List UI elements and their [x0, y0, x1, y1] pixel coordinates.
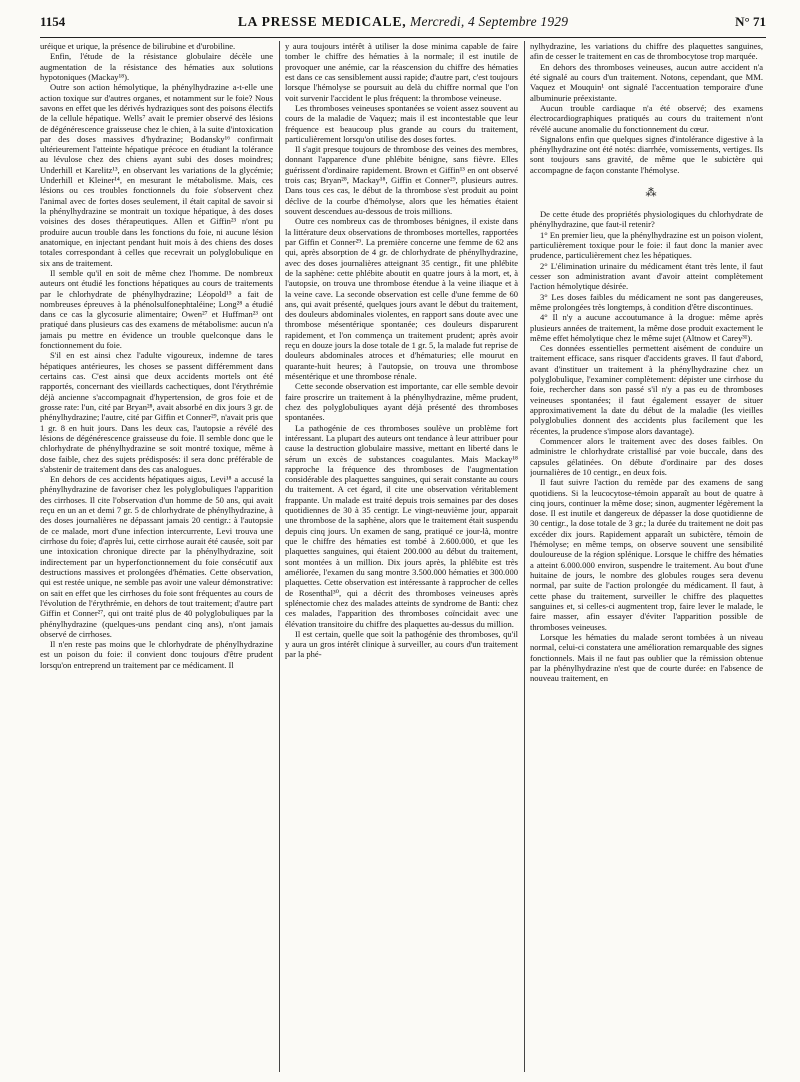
paragraph: De cette étude des propriétés physiologiques du chlorhydrate de phénylhydrazine, que faut-il retenir? — [530, 209, 763, 230]
column-divider — [279, 41, 280, 1072]
journal-masthead — [110, 14, 696, 30]
paragraph: Cette seconde observation est importante, car elle semble devoir faire proscrire un traitement à la phénylhydrazine, même prudent, chez des polyglobuliques ayant déjà présenté des thromboses spontanées. — [285, 381, 518, 423]
paragraph: 1° En premier lieu, que la phénylhydrazine est un poison violent, particulièrement toxique pour le foie: il faut donc la manier avec prudence, particulièrement chez les hépatiques. — [530, 229, 763, 261]
paragraph: y aura toujours intérêt à utiliser la dose minima capable de faire tomber le chiffre des hématies à la normale; il est inutile de provoquer une anémie, car la réascension du chiffre des hématies est dans ce cas sensiblement aussi rapide; d'autre part, c'est toujours lorsque l'hémolyse se poursuit au delà du chiffre normal que l'on voit survenir l'accident le plus fréquent: la thrombose veineuse. — [285, 41, 518, 103]
paragraph: S'il en est ainsi chez l'adulte vigoureux, indemne de tares hépatiques antérieures, les choses se passent différemment dans certains cas. C'est ainsi que deux accidents mortels ont été rapportés, concernant des vieillards cachectiques, dont l'érythrémie déjà ancienne s'accompagnait d'hypertension, de gros foie et de grosse rate: l'un, cité par Bryan²⁸, avait absorbé en dix jours 3 gr. de phénylhydrazine; l'autre, cité par Giffin et Conner²⁹, n'avait pris que 1 gr. 8 en huit jours. Dans les deux cas, l'autopsie a révélé des lésions de dégénérescence graisseuse du foie. Il semble donc que le chlorhydrate de phénylhydrazine se soit montré toxique, même à dose faible, chez des sujets prédisposés: il sera donc préférable de s'abstenir de traitement dans des cas analogues. — [40, 350, 273, 474]
paragraph: Il faut suivre l'action du remède par des examens de sang quotidiens. Si la leucocytose-témoin apparaît au bout de quatre à cinq jours, continuer la même dose; sinon, augmenter légèrement la dose. Il est inutile et dangereux de dépasser la dose quotidienne de 30 centigr., la dose totale de 3 gr.; la durée du traitement ne doit pas excéder dix jours. Rapidement apparaît un subictère, témoin de l'hémolyse; en même temps, on observe souvent une sensibilité douloureuse de la région splénique. Lorsque le chiffre des hématies a atteint 6.000.000 environ, suspendre le traitement. Au bout d'une huitaine de jours, le nombre des globules rouges sera devenu normal, par suite de l'action prolongée du médicament. Il faut, à cette phase du traitement, surveiller le chiffre des plaquettes sanguines et, si celles-ci augmentent trop, faire lever le malade, le faire masser, afin essayer d'éviter l'apparition possible de thromboses veineuses. — [530, 477, 763, 632]
paragraph: Il n'en reste pas moins que le chlorhydrate de phénylhydrazine est un poison du foie: il convient donc toujours d'être prudent lorsqu'on entreprend un traitement par ce médicament. Il — [40, 639, 273, 670]
paragraph: 4° Il n'y a aucune accoutumance à la drogue: même après plusieurs années de traitement, la même dose produit exactement le même effet hémolytique chez le même sujet (Altnow et Carey³¹). — [530, 312, 763, 343]
column-middle — [285, 41, 518, 1076]
paragraph: nylhydrazine, les variations du chiffre des plaquettes sanguines, afin de cesser le traitement en cas de thrombocytose trop marquée. — [530, 41, 763, 62]
section-separator-asterism: ⁂ — [645, 187, 658, 200]
paragraph: Aucun trouble cardiaque n'a été observé; des examens électrocardiographiques pratiqués au cours du traitement n'ont révélé aucune anomalie du fonctionnement du cœur. — [530, 102, 763, 134]
paragraph: Il s'agit presque toujours de thrombose des veines des membres, donnant l'apparence d'une phlébite bénigne, sans fièvre. Elles guérissent d'ordinaire rapidement. Brown et Giffin¹³ en ont observé trois cas; Bryan²⁸, Mackay¹⁸, Giffin et Conner²⁹, plusieurs autres. Dans tous ces cas, le début de la thrombose s'est produit au point déclive de la courbe d'hémolyse, alors que les hématies étaient souvent descendues au-dessous de trois millions. — [285, 144, 518, 216]
issue-date: Mercredi, 4 Septembre 1929 — [410, 14, 569, 29]
header-rule — [40, 37, 766, 38]
paragraph: Signalons enfin que quelques signes d'intolérance digestive à la phénylhydrazine ont été notés: diarrhée, vomissements, vertiges. Ils sont toujours sans gravité, de même que le subictère qui accompagne de façon constante l'hémolyse. — [530, 133, 763, 175]
article-body — [40, 41, 766, 1076]
paragraph: Il est certain, quelle que soit la pathogénie des thromboses, qu'il y aura un gros intérêt clinique à surveiller, au cours d'un traitement par la phé- — [285, 628, 518, 660]
paragraph: 3° Les doses faibles du médicament ne sont pas dangereuses, même prolongées très longtemps, à condition d'être discontinues. — [530, 291, 763, 312]
column-left — [40, 41, 273, 1076]
paragraph: En dehors de ces accidents hépatiques aigus, Levi¹⁸ a accusé la phénylhydrazine de favoriser chez les polyglobuliques l'apparition des cirrhoses. Il cite l'observation d'un homme de 50 ans, qui avait reçu en un an et demi 7 gr. 5 de chlorhydrate de phénylhydrazine, à des doses journalières ne dépassant jamais 20 centigr.: à l'autopsie de ce malade, mort d'une infection intercurrente, Levi trouva une cirrhose du foie; d'après lui, cette cirrhose aurait été causée, soit par une intoxication chronique directe par la phénylhydrazine, soit indirectement par un hyperfonctionnement du foie consécutif aux destructions massives et prolongées d'hématies. Cette observation, qui est restée unique, ne semble pas avoir une valeur démonstrative: on sait en effet que les cirrhoses du foie sont fréquentes au cours de l'évolution de l'érythrémie, en dehors de tout traitement; d'autre part Giffin et Conner²⁷, qui ont traité plus de 40 polyglobuliques par la phénylhydrazine (quelques-uns pendant cinq ans), n'ont jamais observé de cirrhoses. — [40, 474, 273, 639]
paragraph: Les thromboses veineuses spontanées se voient assez souvent au cours de la maladie de Vaquez; mais il est incontestable que leur fréquence est beaucoup plus grande au cours du traitement, particulièrement lorsqu'on utilise des doses fortes. — [285, 102, 518, 144]
paragraph: Il semble qu'il en soit de même chez l'homme. De nombreux auteurs ont étudié les fonctions hépatiques au cours de traitements par le chlorhydrate de phénylhydrazine; Léopold¹⁵ a fait de nombreuses épreuves à la phénolsulfonephtaléine; Long²⁸ a étudié dans ce cas la glycosurie alimentaire; Owen²⁷ et Huffman²³ ont pratiqué dans plusieurs cas des examens de métabolisme: aucun n'a jamais pu mettre en évidence un trouble quelconque dans le fonctionnement du foie. — [40, 267, 273, 351]
paragraph: Commencer alors le traitement avec des doses faibles. On administre le chlorhydrate cristallisé par voie buccale, dans des capsules gélatinées. On débute d'ordinaire par des doses journalières de 10 centigr., en deux fois. — [530, 435, 763, 477]
issue-number: N° 71 — [735, 14, 766, 29]
paragraph: En dehors des thromboses veineuses, aucun autre accident n'a été signalé au cours d'un traitement. Notons, cependant, que MM. Vaquez et Mouquin¹ ont signalé l'accentuation temporaire d'une albuminurie préexistante. — [530, 61, 763, 103]
paragraph: Outre ces nombreux cas de thromboses bénignes, il existe dans la littérature deux observations de thromboses mortelles, rapportées par Giffin et Conner²⁹. La première concerne une femme de 62 ans qui, après absorption de 4 gr. de chlorhydrate de phénylhydrazine, avec des doses journalières atteignant 35 centigr., fit une phlébite de la saphène: cette phlébite aboutit en quatre jours à la mort, et, à l'autopsie, on trouva une thrombose étendue à la veine iliaque et à la veine cave. La seconde observation est celle d'une femme de 60 ans, qui avait présenté, quelques jours avant le début du traitement, des douleurs abdominales violentes, en rapport sans doute avec une thrombose mésentérique spontanée; ces douleurs disparurent rapidement, et l'on commença un traitement prudent; après avoir reçu en douze jours la dose totale de 1 gr. 5, la malade fut reprise de douleurs abdominales atroces et d'hématuries; elle mourut en quarante-huit heures; à l'autopsie, on trouva une thrombose mésentérique et une thrombose rénale. — [285, 216, 518, 381]
page-number: 1154 — [40, 14, 66, 29]
column-divider — [524, 41, 525, 1072]
paragraph: Ces données essentielles permettent aisément de conduire un traitement efficace, sans risquer d'accidents graves. Il faut d'abord, avant d'instituer un traitement à la phénylhydrazine chez un polyglobulique, l'examiner complètement: dépister une cirrhose du foie, rechercher dans son passé s'il n'y a pas eu de thromboses veineuses spontanées; il faut également essayer de situer approximativement la date du début de la maladie (les vieilles polyglobulies donnent des accidents plus facilement que les récentes, la prudence s'impose alors davantage). — [530, 343, 763, 436]
paragraph: Outre son action hémolytique, la phénylhydrazine a-t-elle une action toxique sur d'autres organes, et notamment sur le foie? Nous savons en effet que les dérivés hydraziques sont des poisons électifs de la cellule hépatique. Wells⁷ avait le premier observé des lésions de dégénérescence graisseuse chez le chien, à la suite d'intoxication par des doses massives d'hydrazine; Bodansky¹⁶ confirmait ultérieurement l'atteinte hépatique précoce en étudiant la tolérance au lévulose chez des chiens ayant subi des doses moindres; Underhill et Karelitz¹³, en observant les variations de la glycémie; Underhill et Kleiner¹⁴, en mesurant le métabolisme. Mais, ces lésions ou ces troubles fonctionnels du foie s'observent chez l'animal avec de fortes doses seulement, il était capital de savoir si la phénylhydrazine se montrait un toxique hépatique, à des doses voisines des doses thérapeutiques. Allen et Giffin²³ n'ont pu produire aucun trouble dans les fonctions du foie, ni aucune lésion anatomique, en injectant pendant huit mois à des chiens des doses totales correspondant à celles que recevrait un polyglobulique en six ans de traitement. — [40, 82, 273, 268]
page-header — [40, 14, 766, 36]
column-right — [530, 41, 763, 1076]
paragraph: La pathogénie de ces thromboses soulève un problème fort intéressant. La plupart des auteurs ont tendance à leur attribuer pour cause la destruction globulaire massive, mettant en liberté dans le sérum un excès de substances coagulantes. Mais Mackay¹⁸ rapproche la fréquence des thromboses de l'augmentation considérable des plaquettes sanguines, qui serait constante au cours du traitement. A cet égard, il cite une observation véritablement frappante. Un malade est traité depuis trois semaines par des doses quotidiennes de 30 à 35 centigr. Le vingt-neuvième jour, apparait une thrombose de la saphène, alors que le traitement était suspendu depuis cinq jours. Un examen de sang, pratiqué ce jour-là, montre que le chiffre des hématies est tombé à 2.600.000, et que les plaquettes sanguines, qui étaient 200.000 au début du traitement, sont montées à un million. Dix jours après, la phlébite est très améliorée, l'examen du sang montre 3.500.000 hématies et 300.000 plaquettes. Cette observation est intéressante à rapprocher de celles de Rosenthal³⁰, qui a décrit des thromboses veineuses après splénectomie chez des malades atteints de syndrome de Banti: chez ces malades, l'apparition des thromboses coïncidait avec une élévation transitoire du chiffre des plaquettes au-dessus du million. — [285, 422, 518, 629]
paragraph: Enfin, l'étude de la résistance globulaire décèle une augmentation de la résistance des hématies aux solutions hypotoniques (Mackay¹⁸). — [40, 51, 273, 82]
journal-name: LA PRESSE MEDICALE, — [237, 14, 407, 29]
paragraph: Lorsque les hématies du malade seront tombées à un niveau normal, celui-ci constatera une amélioration remarquable des signes fonctionnels. Mais il ne faut pas oublier que la rémission obtenue par la phénylhydrazine n'est que de courte durée: en l'absence de nouveau traitement, en — [530, 631, 763, 684]
paragraph: uréique et urique, la présence de bilirubine et d'urobiline. — [40, 41, 236, 51]
paragraph: 2° L'élimination urinaire du médicament étant très lente, il faut cesser son administration avant d'avoir atteint complètement l'action hémolytique désirée. — [530, 260, 763, 292]
